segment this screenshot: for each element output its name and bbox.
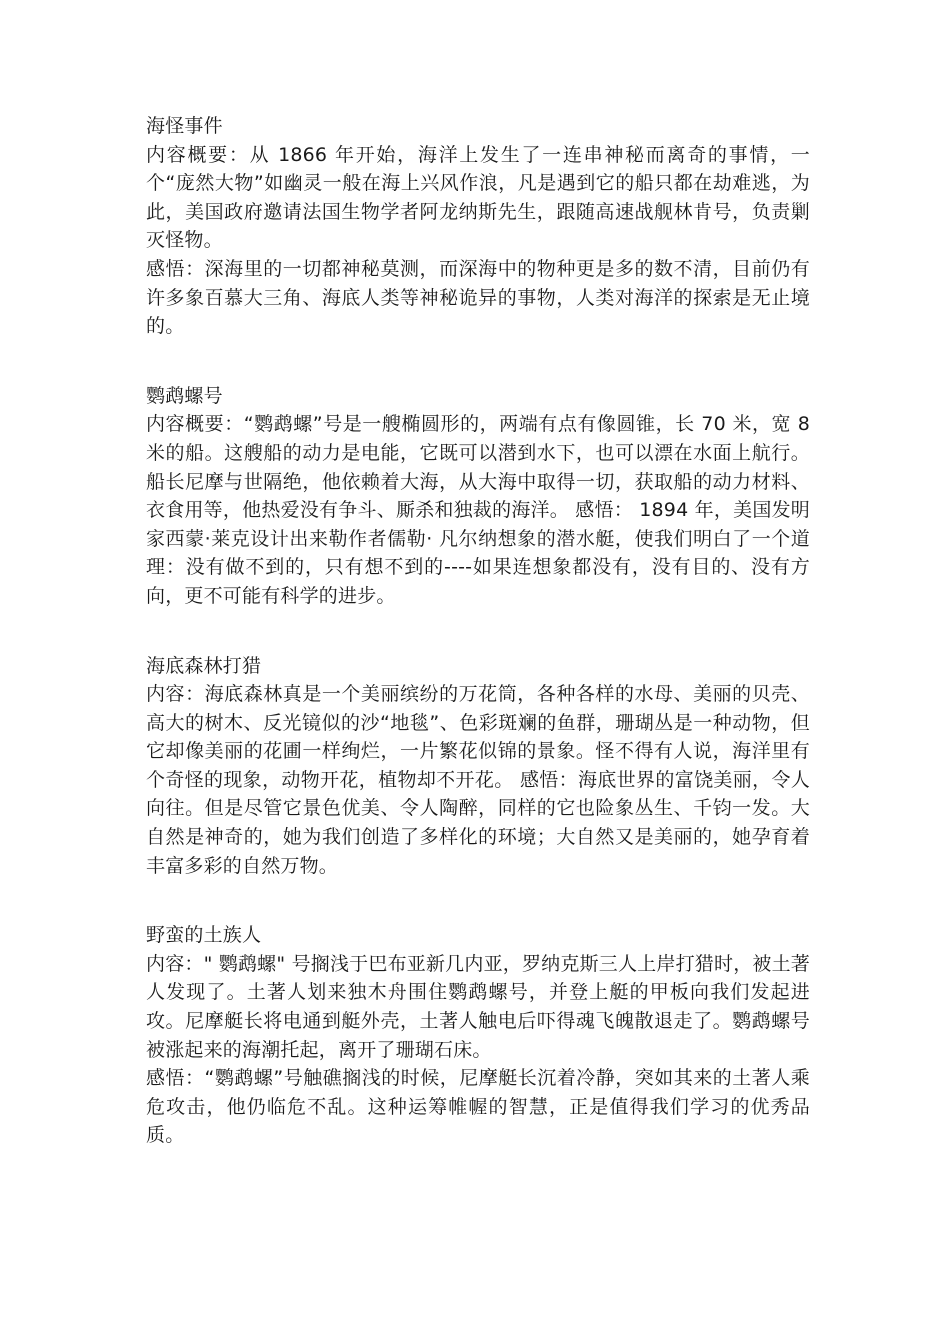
paragraph-summary: 内容：" 鹦鹉螺" 号搁浅于巴布亚新几内亚，罗纳克斯三人上岸打猎时，被土著人发现了。土著人划来独木舟围住鹦鹉螺号，并登上艇的甲板向我们发起进攻。尼摩艇长将电通到艇外壳，土著人触电后吓得魂飞魄散退走了。鹦鹉螺号被涨起来的海潮托起，离开了珊瑚石床。 <box>146 952 810 1061</box>
section-sea-monster <box>146 112 810 341</box>
section-title: 海怪事件 <box>146 115 223 137</box>
section-body <box>146 410 810 610</box>
section-savage-natives <box>146 921 810 1150</box>
paragraph-summary: 内容概要：“鹦鹉螺”号是一艘椭圆形的，两端有点有像圆锥，长 70 米，宽 8 米的船。这艘船的动力是电能，它既可以潜到水下，也可以漂在水面上航行。船长尼摩与世隔绝，他依赖着大海，从大海中取得一切，获取船的动力材料、衣食用等，他热爱没有争斗、厮杀和独裁的海洋。 感悟： 1894 年，美国发明家西蒙·莱克设计出来勒作者儒勒· 凡尔纳想象的潜水艇，使我们明白了一个道理：没有做不到的，只有想不到的----如果连想象都没有，没有目的、没有方向，更不可能有科学的进步。 <box>146 413 810 607</box>
paragraph-reflection: 感悟：“鹦鹉螺”号触礁搁浅的时候，尼摩艇长沉着冷静，突如其来的土著人乘危攻击，他仍临危不乱。这种运筹帷幄的智慧，正是值得我们学习的优秀品质。 <box>146 1067 810 1147</box>
section-title: 海底森林打猎 <box>146 654 262 677</box>
document-page <box>146 112 810 1191</box>
section-title: 鹦鹉螺号 <box>146 384 223 407</box>
section-body <box>146 950 810 1150</box>
section-nautilus <box>146 382 810 611</box>
paragraph-summary: 内容：海底森林真是一个美丽缤纷的万花筒，各种各样的水母、美丽的贝壳、高大的树木、反光镜似的沙“地毯”、色彩斑斓的鱼群，珊瑚丛是一种动物，但它却像美丽的花圃一样绚烂，一片繁花似锦的景象。怪不得有人说，海洋里有个奇怪的现象，动物开花，植物却不开花。 感悟：海底世界的富饶美丽，令人向往。但是尽管它景色优美、令人陶醉，同样的它也险象丛生、千钧一发。大自然是神奇的，她为我们创造了多样化的环境；大自然又是美丽的，她孕育着丰富多彩的自然万物。 <box>146 683 810 877</box>
section-body <box>146 141 810 341</box>
section-title: 野蛮的土族人 <box>146 924 262 947</box>
section-seabed-forest-hunting <box>146 652 810 881</box>
section-body <box>146 680 810 880</box>
paragraph-summary: 内容概要：从 1866 年开始，海洋上发生了一连串神秘而离奇的事情，一个“庞然大物”如幽灵一般在海上兴风作浪，凡是遇到它的船只都在劫难逃，为此，美国政府邀请法国生物学者阿龙纳斯先生，跟随高速战舰林肯号，负责剿灭怪物。 <box>146 143 810 252</box>
paragraph-reflection: 感悟：深海里的一切都神秘莫测，而深海中的物种更是多的数不清，目前仍有许多象百慕大三角、海底人类等神秘诡异的事物，人类对海洋的探索是无止境的。 <box>146 257 810 338</box>
